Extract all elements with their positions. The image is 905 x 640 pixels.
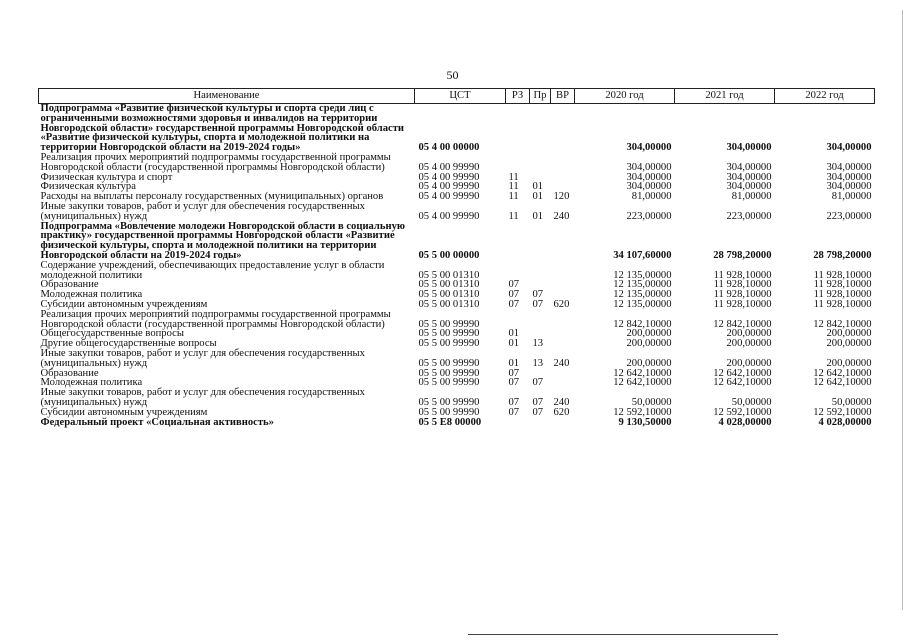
cell-2021: 12 842,10000 <box>713 318 772 330</box>
cell-2021: 81,00000 <box>731 191 772 203</box>
cell-code: 05 5 00 99990 <box>418 328 480 340</box>
cell-code: 05 4 00 99990 <box>418 171 480 183</box>
cell-vr <box>551 173 575 183</box>
cell-2022: 11 928,10000 <box>813 279 872 291</box>
header-2022: 2022 год <box>775 89 875 104</box>
cell-2020: 34 107,60000 <box>613 249 672 261</box>
header-pr: Пр <box>530 89 551 104</box>
header-2020: 2020 год <box>575 89 675 104</box>
cell-2022: 50,00000 <box>831 396 872 408</box>
cell-2022: 28 798,20000 <box>813 249 872 261</box>
cell-2021: 11 928,10000 <box>713 279 772 291</box>
cell-2020: 12 842,10000 <box>613 318 672 330</box>
cell-vr <box>551 280 575 290</box>
cell-pr: 13 <box>532 338 544 350</box>
cell-rz: 07 <box>508 367 520 379</box>
cell-code: 05 4 00 99990 <box>418 191 480 203</box>
cell-2022: 223,00000 <box>826 210 872 222</box>
cell-vr: 240 <box>553 210 570 222</box>
cell-name: Иные закупки товаров, работ и услуг для обеспечения государственных (муниципальных) нужд <box>40 200 365 222</box>
cell-pr <box>530 104 551 153</box>
cell-pr: 01 <box>532 191 544 203</box>
cell-code: 05 4 00 99990 <box>418 161 480 173</box>
cell-2021: 200,00000 <box>726 357 772 369</box>
cell-2022: 12 642,10000 <box>813 377 872 389</box>
table-row <box>39 388 875 408</box>
cell-vr: 120 <box>553 191 570 203</box>
cell-code: 05 5 00 01310 <box>418 269 480 281</box>
cell-pr <box>530 310 551 330</box>
cell-pr: 01 <box>532 181 544 193</box>
header-2021: 2021 год <box>675 89 775 104</box>
cell-name: Реализация прочих мероприятий подпрограммы государственной программы Новгородской области (государственной программы Новгородской области) <box>40 308 391 330</box>
cell-name: Общегосударственные вопросы <box>40 328 184 340</box>
cell-2021: 200,00000 <box>726 338 772 350</box>
header-name: Наименование <box>39 89 415 104</box>
cell-code: 05 4 00 99990 <box>418 181 480 193</box>
cell-code: 05 5 00 99990 <box>418 357 480 369</box>
cell-vr: 240 <box>553 396 570 408</box>
cell-2020: 304,00000 <box>626 171 672 183</box>
cell-rz: 01 <box>508 357 520 369</box>
cell-pr: 07 <box>532 298 544 310</box>
table-row <box>39 153 875 173</box>
cell-name: Образование <box>40 279 99 291</box>
cell-code: 05 5 00 99990 <box>418 338 480 350</box>
header-rz: РЗ <box>506 89 530 104</box>
cell-rz: 01 <box>508 338 520 350</box>
cell-vr <box>551 418 575 428</box>
cell-2022: 200,00000 <box>826 328 872 340</box>
cell-2020: 9 130,50000 <box>618 416 672 428</box>
cell-2021: 4 028,00000 <box>718 416 772 428</box>
cell-rz: 11 <box>508 210 519 222</box>
cell-code: 05 4 00 99990 <box>418 210 480 222</box>
cell-2020: 12 135,00000 <box>613 279 672 291</box>
cell-2022: 11 928,10000 <box>813 289 872 301</box>
cell-2022: 200,00000 <box>826 338 872 350</box>
cell-2020: 81,00000 <box>631 191 672 203</box>
cell-2020: 304,00000 <box>626 181 672 193</box>
cell-rz <box>506 104 530 153</box>
cell-2022: 304,00000 <box>826 142 872 154</box>
cell-2020: 50,00000 <box>631 396 672 408</box>
cell-2021: 304,00000 <box>726 171 772 183</box>
cell-vr <box>551 153 575 173</box>
cell-vr: 620 <box>553 406 570 418</box>
cell-name: Образование <box>40 367 99 379</box>
cell-2022: 304,00000 <box>826 171 872 183</box>
cell-name: Содержание учреждений, обеспечивающих предоставление услуг в области молодежной политики <box>40 259 385 281</box>
cell-name: Расходы на выплаты персоналу государственных (муниципальных) органов <box>40 191 384 203</box>
cell-pr: 01 <box>532 210 544 222</box>
cell-2020: 200,00000 <box>626 338 672 350</box>
cell-2020: 304,00000 <box>626 142 672 154</box>
cell-2021: 12 592,10000 <box>713 406 772 418</box>
cell-pr: 07 <box>532 406 544 418</box>
cell-2021: 304,00000 <box>726 161 772 173</box>
header-code: ЦСТ <box>415 89 506 104</box>
cell-2021: 11 928,10000 <box>713 269 772 281</box>
cell-2022: 304,00000 <box>826 181 872 193</box>
table-row <box>39 310 875 330</box>
cell-name: Подпрограмма «Вовлечение молодежи Новгородской области в социальную практику» государственной программы Новгородской области «Развитие физической культуры, спорта и молодежной политики на территории Новгородской области на 2019-2024 годы» <box>40 220 405 261</box>
cell-vr <box>551 339 575 349</box>
cell-code: 05 5 00 99990 <box>418 318 480 330</box>
table-row <box>39 222 875 261</box>
cell-name: Молодежная политика <box>40 289 143 301</box>
cell-2022: 12 842,10000 <box>813 318 872 330</box>
scan-artifact-edge <box>902 10 903 610</box>
cell-2022: 12 642,10000 <box>813 367 872 379</box>
cell-code: 05 4 00 00000 <box>418 142 480 154</box>
cell-2020: 12 592,10000 <box>613 406 672 418</box>
cell-pr <box>530 261 551 281</box>
cell-code: 05 5 00 99990 <box>418 396 480 408</box>
cell-vr <box>551 104 575 153</box>
table-row <box>39 349 875 369</box>
cell-rz: 11 <box>508 191 519 203</box>
cell-2022: 11 928,10000 <box>813 298 872 310</box>
cell-code: 05 5 00 01310 <box>418 279 480 291</box>
cell-name: Реализация прочих мероприятий подпрограммы государственной программы Новгородской области (государственной программы Новгородской области) <box>40 151 391 173</box>
cell-2020: 12 642,10000 <box>613 367 672 379</box>
cell-2021: 11 928,10000 <box>713 298 772 310</box>
cell-name: Физическая культура и спорт <box>40 171 173 183</box>
cell-2021: 200,00000 <box>726 328 772 340</box>
cell-rz <box>506 153 530 173</box>
cell-rz: 01 <box>508 328 520 340</box>
cell-rz: 07 <box>508 298 520 310</box>
cell-code: 05 5 00 99990 <box>418 377 480 389</box>
cell-2021: 304,00000 <box>726 181 772 193</box>
cell-rz: 07 <box>508 377 520 389</box>
cell-pr: 13 <box>532 357 544 369</box>
cell-vr <box>551 329 575 339</box>
cell-2021: 223,00000 <box>726 210 772 222</box>
cell-vr <box>551 369 575 379</box>
cell-name: Субсидии автономным учреждениям <box>40 298 208 310</box>
budget-table <box>38 88 875 427</box>
scan-artifact-line <box>468 634 778 635</box>
cell-rz: 11 <box>508 171 519 183</box>
cell-2020: 12 642,10000 <box>613 377 672 389</box>
cell-name: Физическая культура <box>40 181 136 193</box>
cell-code: 05 5 E8 00000 <box>418 416 482 428</box>
cell-rz: 11 <box>508 181 519 193</box>
cell-name: Молодежная политика <box>40 377 143 389</box>
cell-2022: 304,00000 <box>826 161 872 173</box>
header-vr: ВР <box>551 89 575 104</box>
table-body <box>39 104 875 428</box>
cell-rz <box>506 222 530 261</box>
cell-2021: 12 642,10000 <box>713 367 772 379</box>
cell-name: Подпрограмма «Развитие физической культуры и спорта среди лиц с ограниченными возможностями здоровья и инвалидов на территории Новгородской области» государственной программы Новгородской области «Развитие физической культуры, спорта и молодежной политики на территории Новгородской области на 2019-2024 годы» <box>40 103 405 154</box>
table-row <box>39 202 875 222</box>
cell-2020: 12 135,00000 <box>613 269 672 281</box>
page-number: 50 <box>446 68 459 82</box>
cell-rz: 07 <box>508 289 520 301</box>
cell-vr: 240 <box>553 357 570 369</box>
cell-2020: 304,00000 <box>626 161 672 173</box>
cell-rz <box>506 261 530 281</box>
cell-vr <box>551 222 575 261</box>
cell-rz <box>506 418 530 428</box>
cell-pr: 07 <box>532 289 544 301</box>
table-row <box>39 261 875 281</box>
table-row <box>39 418 875 428</box>
cell-name: Иные закупки товаров, работ и услуг для обеспечения государственных (муниципальных) нужд <box>40 387 365 408</box>
cell-code: 05 5 00 01310 <box>418 289 480 301</box>
cell-2022: 4 028,00000 <box>818 416 872 428</box>
cell-vr: 620 <box>553 298 570 310</box>
table-header-row <box>39 89 875 104</box>
cell-name: Субсидии автономным учреждениям <box>40 406 208 418</box>
cell-2021: 50,00000 <box>731 396 772 408</box>
cell-rz: 07 <box>508 279 520 291</box>
cell-pr <box>530 153 551 173</box>
cell-pr <box>530 222 551 261</box>
cell-2021: 11 928,10000 <box>713 289 772 301</box>
cell-2020: 223,00000 <box>626 210 672 222</box>
cell-rz: 07 <box>508 406 520 418</box>
cell-name: Иные закупки товаров, работ и услуг для обеспечения государственных (муниципальных) нужд <box>40 347 365 369</box>
cell-2020: 200,00000 <box>626 328 672 340</box>
cell-code: 05 5 00 00000 <box>418 249 480 261</box>
cell-2022: 11 928,10000 <box>813 269 872 281</box>
cell-code: 05 5 00 01310 <box>418 298 480 310</box>
cell-2020: 12 135,00000 <box>613 289 672 301</box>
cell-vr <box>551 261 575 281</box>
cell-2021: 304,00000 <box>726 142 772 154</box>
cell-code: 05 5 00 99990 <box>418 406 480 418</box>
cell-vr <box>551 378 575 388</box>
cell-rz <box>506 310 530 330</box>
cell-pr <box>530 418 551 428</box>
cell-2022: 81,00000 <box>831 191 872 203</box>
cell-2020: 12 135,00000 <box>613 298 672 310</box>
cell-2020: 200,00000 <box>626 357 672 369</box>
cell-vr <box>551 310 575 330</box>
cell-pr: 07 <box>532 377 544 389</box>
cell-name: Федеральный проект «Социальная активность» <box>40 416 274 428</box>
cell-name: Другие общегосударственные вопросы <box>40 338 217 350</box>
cell-pr: 07 <box>532 396 544 408</box>
cell-rz: 07 <box>508 396 520 408</box>
cell-code: 05 5 00 99990 <box>418 367 480 379</box>
cell-2021: 28 798,20000 <box>713 249 772 261</box>
table-row <box>39 104 875 153</box>
cell-2022: 200,00000 <box>826 357 872 369</box>
cell-2021: 12 642,10000 <box>713 377 772 389</box>
cell-2022: 12 592,10000 <box>813 406 872 418</box>
